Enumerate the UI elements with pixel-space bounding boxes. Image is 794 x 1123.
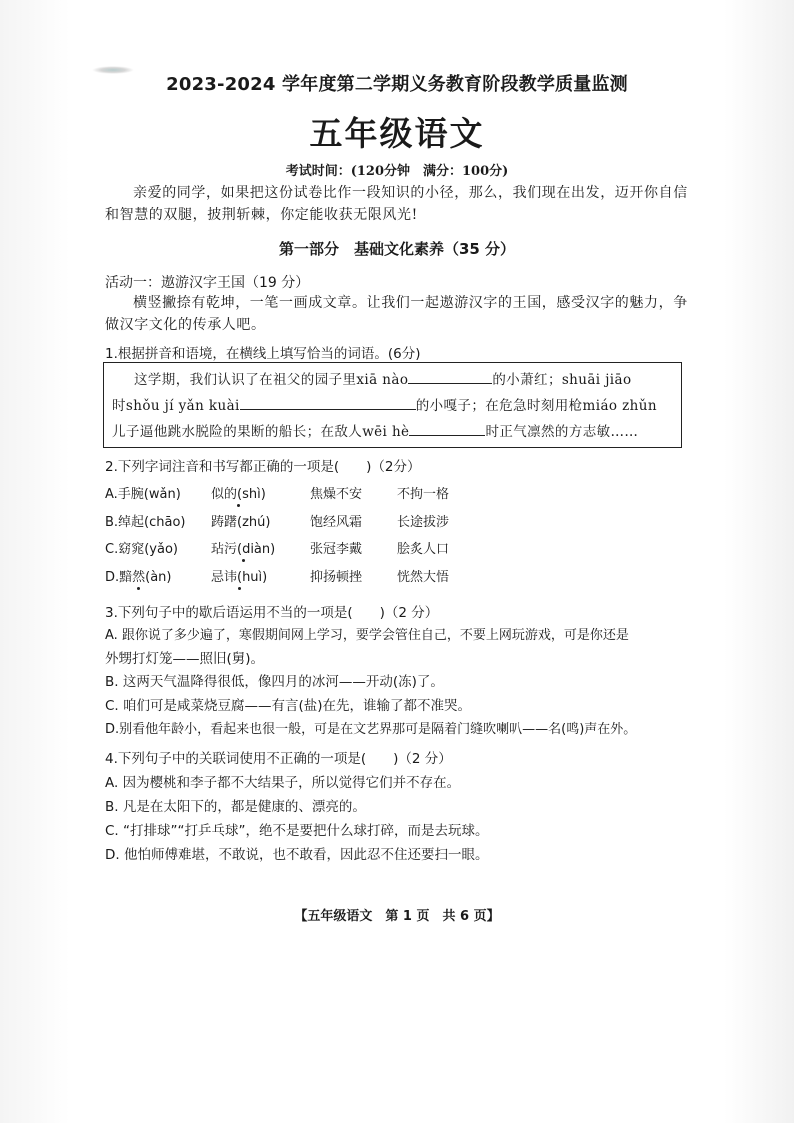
answer-blank[interactable] bbox=[240, 395, 416, 410]
q2-word: 恍然大悟 bbox=[397, 570, 450, 585]
q2-word: 忌讳(huì) bbox=[211, 566, 267, 585]
q2-word: 踌躇(zhú) bbox=[211, 515, 271, 530]
q2-word: D.黯然(àn) bbox=[105, 566, 172, 585]
q4-option-b[interactable]: B. 凡是在太阳下的，都是健康的、漂亮的。 bbox=[105, 799, 366, 815]
q2-word: 长途拔涉 bbox=[397, 515, 450, 530]
q2-word: A.手腕(wǎn) bbox=[105, 487, 181, 502]
q1-text: 时正气凛然的方志敏…… bbox=[485, 424, 639, 440]
q2-stem: 2.下列字词注音和书写都正确的一项是( )（2分） bbox=[105, 459, 421, 475]
q2-word: 焦燥不安 bbox=[310, 487, 363, 502]
activity-title: 活动一：遨游汉字王国（19 分） bbox=[105, 275, 310, 291]
answer-blank[interactable] bbox=[409, 421, 485, 436]
page-footer: 【五年级语文 第 1 页 共 6 页】 bbox=[294, 909, 500, 924]
exam-title: 2023-2024 学年度第二学期义务教育阶段教学质量监测 bbox=[166, 74, 628, 95]
q2-word: 张冠李戴 bbox=[310, 542, 363, 557]
q3-stem: 3.下列句子中的歇后语运用不当的一项是( )（2 分） bbox=[105, 605, 439, 621]
q4-option-c[interactable]: C. “打排球”“打乒乓球”，绝不是要把什么球打碎，而是去玩球。 bbox=[105, 823, 489, 839]
q3-option-a[interactable]: A. 跟你说了多少遍了，寒假期间网上学习，要学会管住自己，不要上网玩游戏，可是你还是 bbox=[105, 628, 629, 643]
q1-line-1 bbox=[112, 367, 673, 393]
part-title: 第一部分 基础文化素养（35 分） bbox=[278, 240, 516, 258]
activity-description: 横竖撇捺有乾坤，一笔一画成文章。让我们一起遨游汉字的王国，感受汉字的魅力，争做汉字文化的传承人吧。 bbox=[105, 295, 688, 333]
q2-word: 饱经风霜 bbox=[310, 515, 363, 530]
q2-word: 抑扬顿挫 bbox=[310, 570, 363, 585]
q4-option-d[interactable]: D. 他怕师傅难堪，不敢说，也不敢看，因此忍不住还要扫一眼。 bbox=[105, 847, 489, 863]
q1-stem: 1.根据拼音和语境，在横线上填写恰当的词语。(6分) bbox=[105, 346, 421, 362]
q3-option-c[interactable]: C. 咱们可是咸菜烧豆腐——有言(盐)在先，谁输了都不准哭。 bbox=[105, 698, 472, 714]
q1-text: 的小萧红；shuāi jiāo bbox=[492, 372, 632, 388]
subject-title: 五年级语文 bbox=[309, 114, 485, 153]
q2-word: B.绰起(chāo) bbox=[105, 515, 186, 530]
q1-line-3 bbox=[112, 419, 673, 445]
q1-text: 的小嘎子；在危急时刻用枪miáo zhǔn bbox=[415, 398, 657, 414]
q1-passage-box bbox=[103, 362, 682, 448]
q2-word: 玷污(diàn) bbox=[211, 538, 275, 557]
q1-text: 这学期，我们认识了在祖父的园子里xiā nào bbox=[134, 372, 409, 388]
q1-line-2 bbox=[112, 393, 673, 419]
intro-paragraph: 亲爱的同学，如果把这份试卷比作一段知识的小径，那么，我们现在出发，迈开你自信和智慧的双腿，披荆斩棘，你定能收获无限风光! bbox=[105, 185, 688, 223]
answer-blank[interactable] bbox=[408, 369, 492, 384]
q2-word: C.窈窕(yǎo) bbox=[105, 542, 178, 557]
q4-option-a[interactable]: A. 因为樱桃和李子都不大结果子，所以觉得它们并不存在。 bbox=[105, 775, 461, 791]
q2-word: 似的(shì) bbox=[211, 483, 266, 502]
q4-stem: 4.下列句子中的关联词使用不正确的一项是( )（2 分） bbox=[105, 751, 452, 767]
q3-option-d[interactable]: D.别看他年龄小，看起来也很一般，可是在文艺界那可是隔着门缝吹喇叭——名(鸣)声在外。 bbox=[105, 722, 637, 737]
exam-meta: 考试时间：(120分钟 满分：100分) bbox=[285, 164, 509, 179]
q3-option-a-cont: 外甥打灯笼——照旧(舅)。 bbox=[105, 651, 265, 667]
q1-text: 时shǒu jí yǎn kuài bbox=[112, 398, 240, 414]
q1-text: 儿子逼他跳水脱险的果断的船长；在敌人wēi hè bbox=[112, 424, 410, 440]
q2-word: 脍炙人口 bbox=[397, 542, 450, 557]
q3-option-b[interactable]: B. 这两天气温降得很低，像四月的冰河——开动(冻)了。 bbox=[105, 674, 444, 690]
q2-word: 不拘一格 bbox=[397, 487, 450, 502]
